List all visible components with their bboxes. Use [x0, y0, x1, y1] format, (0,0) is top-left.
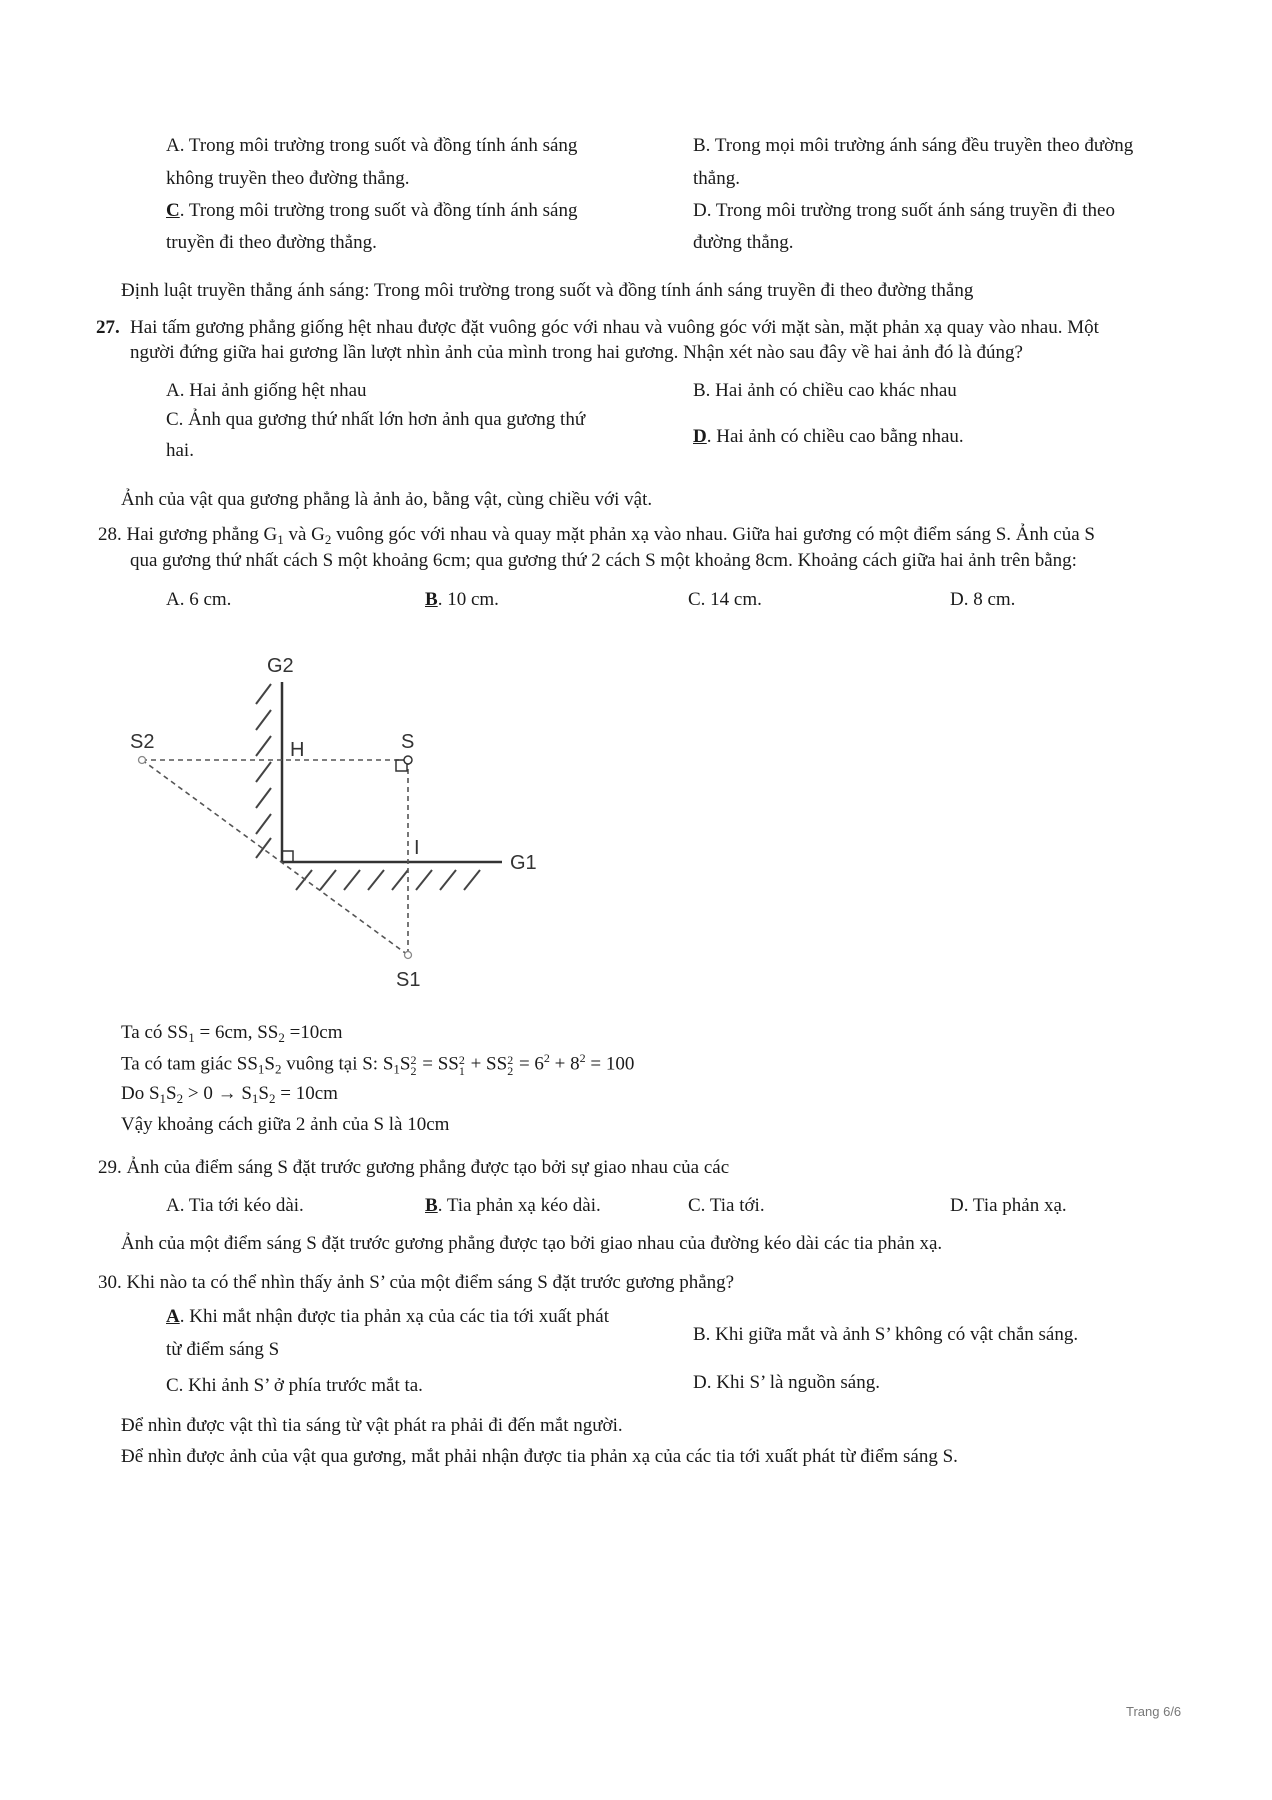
q28-solution-line1: [121, 1022, 343, 1046]
sol3-d: S: [258, 1083, 269, 1104]
q27-option-c-line2: hai.: [166, 440, 194, 461]
label-g1: G1: [510, 852, 537, 874]
label-s2: S2: [130, 731, 155, 753]
q28-sub-2: 2: [324, 532, 332, 547]
sol2-g: = 6: [514, 1053, 544, 1075]
sol2-b: S: [264, 1053, 275, 1075]
q26-option-c-line1: [166, 200, 577, 222]
q27-answer-marker: D: [693, 426, 707, 447]
label-s: S: [401, 731, 415, 753]
sol2-frac2-bottom: 1: [458, 1064, 465, 1079]
q27-question-line1: Hai tấm gương phẳng giống hệt nhau được đặt vuông góc với nhau và vuông góc với mặt sàn, mặt phản xạ quay vào nhau. Một: [130, 317, 1099, 338]
label-s1: S1: [396, 969, 421, 991]
sol2-frac1: [410, 1055, 416, 1077]
q30-option-a-line1: [166, 1306, 609, 1328]
sol2-frac1-top: 2: [410, 1053, 417, 1068]
q26-answer-marker: C: [166, 200, 180, 221]
q27-option-b: B. Hai ảnh có chiều cao khác nhau: [693, 380, 957, 401]
label-i: I: [414, 837, 420, 859]
sol2-c: vuông tại S: S: [281, 1053, 394, 1075]
sol2-sub2: 2: [275, 1061, 282, 1077]
sol2-frac2: [459, 1055, 465, 1077]
q27-explanation: Ảnh của vật qua gương phẳng là ảnh ảo, bằng vật, cùng chiều với vật.: [121, 489, 653, 510]
q30-option-a-line2: từ điểm sáng S: [166, 1339, 280, 1360]
q30-explanation-line2: Để nhìn được ảnh của vật qua gương, mắt phải nhận được tia phản xạ của các tia tới xuất phát từ điểm sáng S.: [121, 1446, 958, 1467]
sol1-sub2: 2: [278, 1030, 285, 1045]
sol1-c: =10cm: [284, 1022, 343, 1043]
construction-lines: [142, 760, 408, 955]
q27-option-a: A. Hai ảnh giống hệt nhau: [166, 380, 367, 401]
q26-option-d-line1: D. Trong môi trường trong suốt ánh sáng truyền đi theo: [693, 200, 1115, 221]
q28-option-b: [425, 589, 499, 611]
sol2-sup1: 2: [543, 1051, 550, 1065]
q28-option-b-text: . 10 cm.: [437, 589, 499, 610]
sol2-sub1: 1: [257, 1061, 265, 1077]
sol2-e: = SS: [417, 1053, 459, 1075]
q28-solution-line4: Vậy khoảng cách giữa 2 ảnh của S là 10cm: [121, 1114, 450, 1135]
q27-option-d-text: . Hai ảnh có chiều cao bằng nhau.: [706, 426, 964, 447]
q30-option-a-text: . Khi mắt nhận được tia phản xạ của các tia tới xuất phát: [179, 1306, 609, 1327]
q28-solution-line2: [121, 1052, 634, 1077]
mirror-diagram: [130, 640, 550, 1000]
q26-option-c-line2: truyền đi theo đường thẳng.: [166, 232, 377, 253]
sol3-sub3: 1: [251, 1091, 259, 1106]
q29-answer-marker: B: [425, 1195, 438, 1216]
sol2-frac3: [507, 1055, 513, 1077]
sol2-i: = 100: [585, 1053, 635, 1075]
q29-question: 29. Ảnh của điểm sáng S đặt trước gương phẳng được tạo bởi sự giao nhau của các: [98, 1157, 730, 1178]
sol2-h: + 8: [549, 1053, 580, 1075]
q29-option-c: C. Tia tới.: [688, 1195, 765, 1216]
q26-explanation: Định luật truyền thẳng ánh sáng: Trong môi trường trong suốt và đồng tính ánh sáng truyền đi theo đường thẳng: [121, 280, 974, 301]
q27-number: 27.: [96, 317, 120, 338]
sol1-b: = 6cm, SS: [194, 1022, 279, 1043]
sol2-f: + SS: [465, 1053, 508, 1075]
sol3-c: > 0 → S: [183, 1083, 252, 1104]
q28-question-line2: qua gương thứ nhất cách S một khoảng 6cm; qua gương thứ 2 cách S một khoảng 8cm. Khoảng cách giữa hai ảnh trên bằng:: [130, 550, 1077, 571]
point-s2: [139, 757, 146, 764]
q28-sub-1: 1: [277, 532, 284, 547]
label-h: H: [290, 739, 305, 761]
q26-option-a-line2: không truyền theo đường thẳng.: [166, 168, 410, 189]
sol3-sub4: 2: [269, 1091, 276, 1106]
q30-question: 30. Khi nào ta có thể nhìn thấy ảnh S’ của một điểm sáng S đặt trước gương phẳng?: [98, 1272, 735, 1293]
q26-option-b-line1: B. Trong mọi môi trường ánh sáng đều truyền theo đường: [693, 135, 1134, 156]
sol2-a: Ta có tam giác SS: [121, 1053, 258, 1075]
sol2-sub3: 1: [393, 1061, 400, 1077]
q28-answer-marker: B: [425, 589, 438, 610]
q26-option-c-text: . Trong môi trường trong suốt và đồng tính ánh sáng: [179, 200, 578, 221]
q28-option-d: D. 8 cm.: [950, 589, 1016, 610]
sol3-e: = 10cm: [275, 1083, 338, 1104]
q28-q-part-b: và G: [283, 524, 325, 545]
q28-solution-line3: [121, 1083, 338, 1107]
sol2-sup2: 2: [579, 1051, 586, 1065]
q30-option-d: D. Khi S’ là nguồn sáng.: [693, 1372, 880, 1393]
sol3-sub2: 2: [176, 1091, 184, 1106]
q30-option-c: C. Khi ảnh S’ ở phía trước mắt ta.: [166, 1375, 423, 1396]
g2-hatching: [256, 684, 271, 858]
q28-q-part-a: 28. Hai gương phẳng G: [98, 524, 278, 545]
q28-option-c: C. 14 cm.: [688, 589, 762, 610]
sol2-frac1-bottom: 2: [410, 1064, 417, 1079]
q28-option-a: A. 6 cm.: [166, 589, 232, 610]
sol2-frac3-top: 2: [507, 1053, 514, 1068]
q26-option-a-line1: A. Trong môi trường trong suốt và đồng tính ánh sáng: [166, 135, 578, 156]
corner-right-angle: [282, 851, 293, 862]
q29-option-d: D. Tia phản xạ.: [950, 1195, 1067, 1216]
sol1-a: Ta có SS: [121, 1022, 189, 1043]
g1-hatching: [296, 870, 480, 890]
sol1-sub1: 1: [188, 1030, 195, 1045]
q30-answer-marker: A: [166, 1306, 180, 1327]
q26-option-b-line2: thẳng.: [693, 168, 740, 189]
sol2-frac2-top: 2: [458, 1053, 465, 1068]
q27-question-line2: người đứng giữa hai gương lần lượt nhìn ảnh của mình trong hai gương. Nhận xét nào sau đây về hai ảnh đó là đúng?: [130, 342, 1023, 363]
sol3-b: S: [166, 1083, 177, 1104]
sol2-d: S: [399, 1053, 411, 1075]
sol2-frac3-bottom: 2: [507, 1064, 514, 1079]
q28-question-line1: [98, 524, 1095, 548]
q27-option-c-line1: C. Ảnh qua gương thứ nhất lớn hơn ảnh qua gương thứ: [166, 409, 586, 430]
point-s: [404, 756, 412, 764]
q30-explanation-line1: Để nhìn được vật thì tia sáng từ vật phát ra phải đi đến mắt người.: [121, 1415, 623, 1436]
q29-explanation: Ảnh của một điểm sáng S đặt trước gương phẳng được tạo bởi giao nhau của đường kéo dài các tia phản xạ.: [121, 1233, 943, 1254]
q29-option-a: A. Tia tới kéo dài.: [166, 1195, 304, 1216]
point-s1: [405, 952, 412, 959]
label-g2: G2: [267, 655, 294, 677]
q29-option-b-text: . Tia phản xạ kéo dài.: [437, 1195, 601, 1216]
page-number: Trang 6/6: [1126, 1704, 1182, 1719]
sol3-a: Do S: [121, 1083, 160, 1104]
q30-option-b: B. Khi giữa mắt và ảnh S’ không có vật chắn sáng.: [693, 1324, 1079, 1345]
q26-option-d-line2: đường thẳng.: [693, 232, 794, 253]
q28-q-part-c: vuông góc với nhau và quay mặt phản xạ vào nhau. Giữa hai gương có một điểm sáng S. Ảnh của S: [331, 524, 1095, 545]
sol3-sub1: 1: [159, 1091, 167, 1106]
q27-option-d: [693, 426, 964, 448]
q29-option-b: [425, 1195, 601, 1217]
